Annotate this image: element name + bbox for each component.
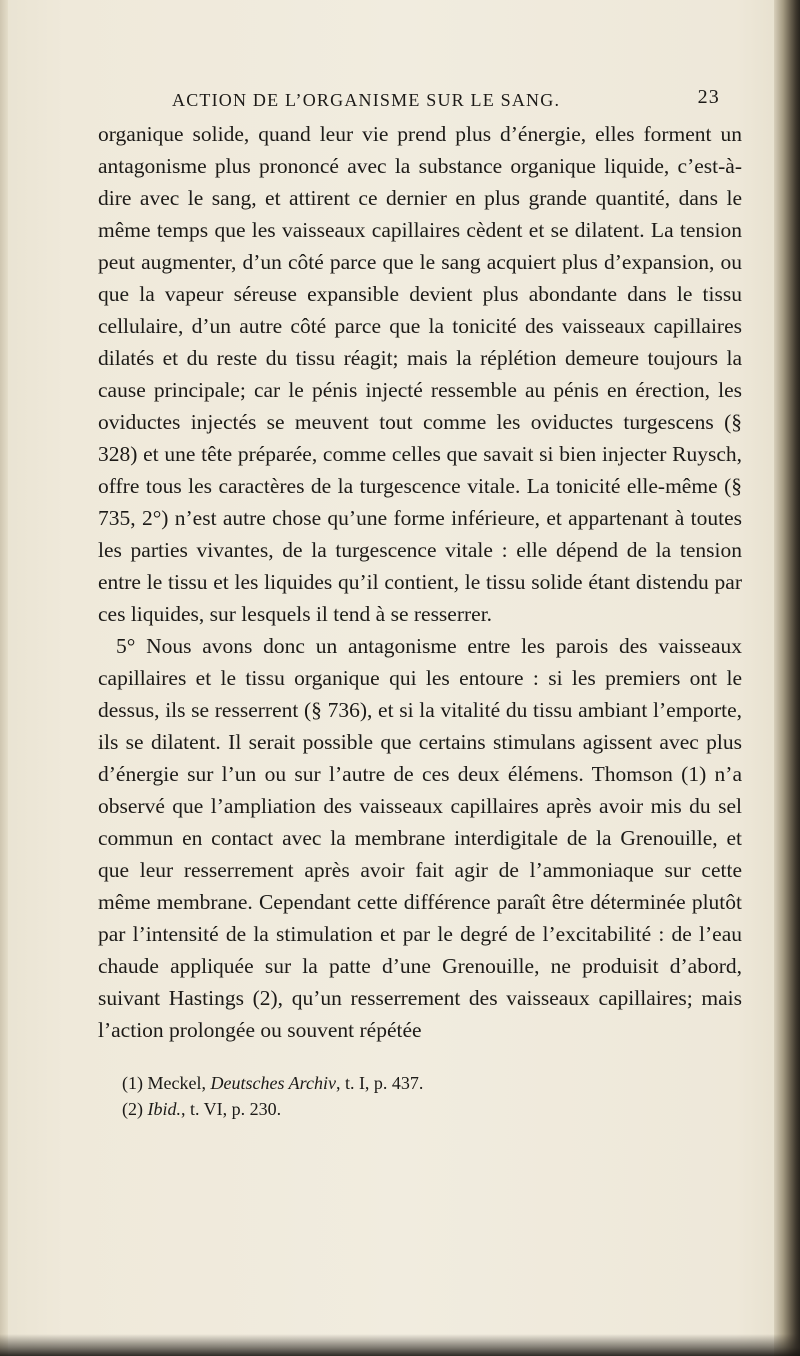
- paragraph-2: 5° Nous avons donc un antagonisme entre les parois des vaisseaux capillaires et le tissu organique qui les entoure : si les premiers ont le dessus, ils se resserrent (§ 736), et si la vitalité du tissu ambiant l’emporte, ils se dilatent. Il serait possible que certains stimulans agissent avec plus d’énergie sur l’un ou sur l’autre de ces deux élémens. Thomson (1) n’a observé que l’ampliation des vaisseaux capillaires après avoir mis du sel commun en contact avec la membrane interdigitale de la Grenouille, et que leur resserrement après avoir fait agir de l’ammoniaque sur cette même membrane. Cependant cette différence paraît être déterminée plutôt par l’intensité de la stimulation et par le degré de l’excitabilité : de l’eau chaude appliquée sur la patte d’une Grenouille, ne produisit d’abord, suivant Hastings (2), qu’un resserrement des vaisseaux capillaires; mais l’action prolongée ou souvent répétée: [98, 634, 742, 1042]
- footnote-2: [122, 1096, 722, 1122]
- page-left-edge: [0, 0, 8, 1356]
- footnote-2-title: Ibid.: [147, 1099, 181, 1119]
- running-title: ACTION DE L’ORGANISME SUR LE SANG.: [172, 90, 561, 110]
- book-binding-shadow: [774, 0, 800, 1356]
- page-header: [130, 88, 720, 116]
- footnote-2-rest: , t. VI, p. 230.: [181, 1099, 282, 1119]
- paragraph-1: organique solide, quand leur vie prend plus d’énergie, elles forment un antagonisme plus prononcé avec la substance organique liquide, c’est-à-dire avec le sang, et attirent ce dernier en plus grande quantité, dans le même temps que les vaisseaux capillaires cèdent et se dilatent. La tension peut augmenter, d’un côté parce que le sang acquiert plus d’expansion, ou que la vapeur séreuse expansible devient plus abondante dans le tissu cellulaire, d’un autre côté parce que la tonicité des vaisseaux capillaires dilatés et du reste du tissu réagit; mais la réplétion demeure toujours la cause principale; car le pénis injecté ressemble au pénis en érection, les oviductes injectés se meuvent tout comme les oviductes turgescens (§ 328) et une tête préparée, comme celles que savait si bien injecter Ruysch, offre tous les caractères de la turgescence vitale. La tonicité elle-même (§ 735, 2°) n’est autre chose qu’une forme inférieure, et appartenant à toutes les parties vivantes, de la turgescence vitale : elle dépend de la tension entre le tissu et les liquides qu’il contient, le tissu solide étant distendu par ces liquides, sur lesquels il tend à se resserrer.: [98, 122, 742, 626]
- footnote-1-title: Deutsches Archiv: [210, 1073, 336, 1093]
- footnotes: [122, 1070, 722, 1122]
- footnote-1: [122, 1070, 722, 1096]
- page-bottom-shadow: [0, 1334, 800, 1356]
- page-number: 23: [697, 86, 720, 108]
- body-text: [98, 118, 742, 1046]
- footnote-1-prefix: (1) Meckel,: [122, 1073, 211, 1093]
- footnote-1-rest: , t. I, p. 437.: [335, 1073, 424, 1093]
- footnote-2-prefix: (2): [122, 1099, 148, 1119]
